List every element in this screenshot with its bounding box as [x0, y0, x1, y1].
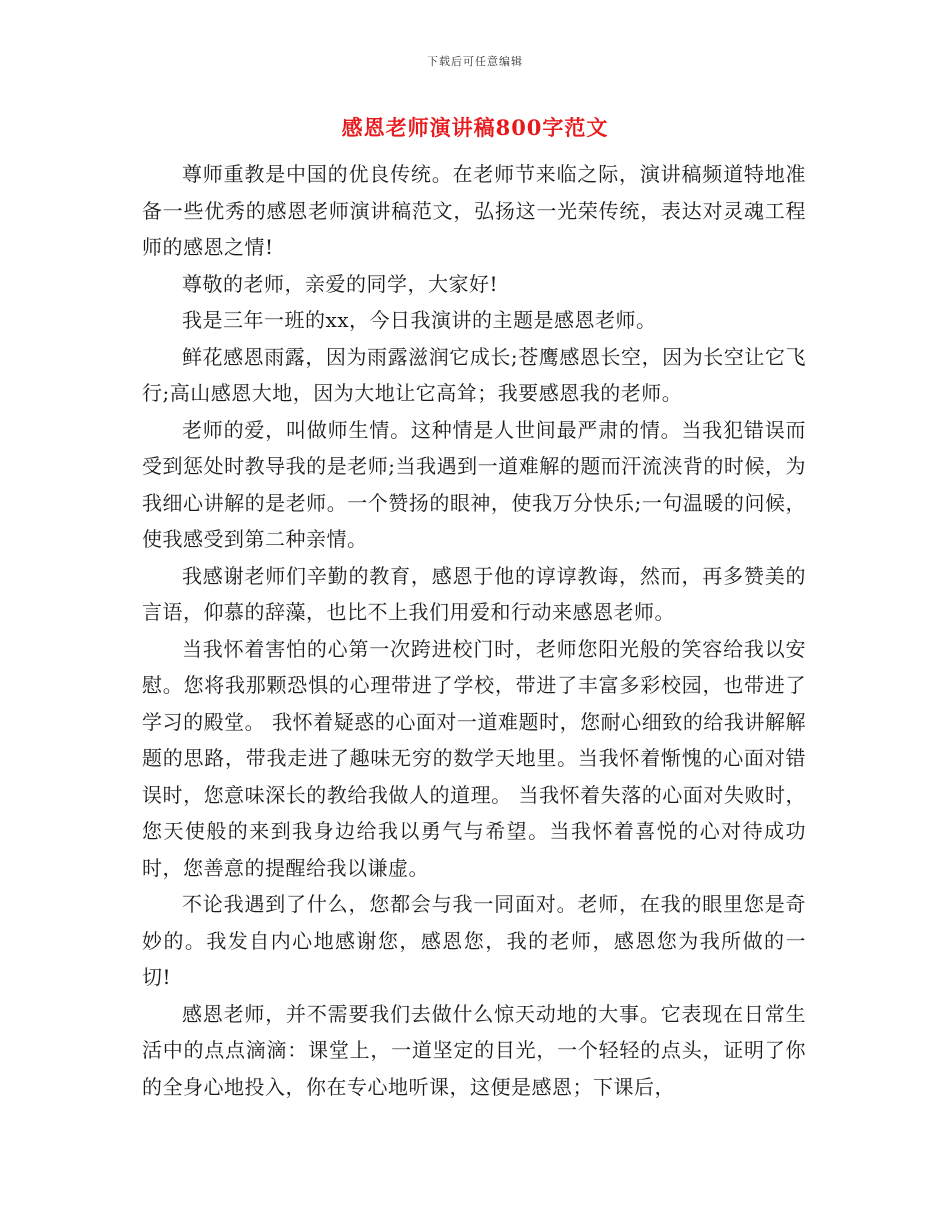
paragraph-daily-gratitude: 感恩老师，并不需要我们去做什么惊天动地的大事。它表现在日常生活中的点点滴滴：课堂上，一道坚定的目光，一个轻轻的点头，证明了你的全身心地投入，你在专心地听课，这便是感恩；下课后， — [142, 1001, 806, 1099]
paragraph-self-intro: 我是三年一班的xx，今日我演讲的主题是感恩老师。 — [182, 308, 657, 332]
document-title: 感恩老师演讲稿800字范文 — [341, 115, 609, 140]
paragraph-together: 不论我遇到了什么，您都会与我一同面对。老师，在我的眼里您是奇妙的。我发自内心地感谢您，感恩您，我的老师，感恩您为我所做的一切! — [142, 892, 806, 989]
header-note: 下载后可任意编辑 — [427, 55, 523, 68]
document-body — [142, 156, 806, 1105]
paragraph-metaphor: 鲜花感恩雨露，因为雨露滋润它成长;苍鹰感恩长空，因为长空让它飞行;高山感恩大地，因为大地让它高耸；我要感恩我的老师。 — [142, 344, 806, 405]
paragraph-memories: 当我怀着害怕的心第一次跨进校门时，老师您阳光般的笑容给我以安慰。您将我那颗恐惧的心理带进了学校，带进了丰富多彩校园，也带进了学习的殿堂。 我怀着疑惑的心面对一道难题时，您耐心细致的给我讲解解题的思路，带我走进了趣味无穷的数学天地里。当我怀着惭愧的心面对错误时，您意味深长的教给我做人的道理。 当我怀着失落的心面对失败时，您天使般的来到我身边给我以勇气与希望。当我怀着喜悦的心对待成功时，您善意的提醒给我以谦虚。 — [142, 636, 806, 880]
paragraph-gratitude: 我感谢老师们辛勤的教育，感恩于他的谆谆教诲，然而，再多赞美的言语，仰慕的辞藻，也比不上我们用爱和行动来感恩老师。 — [142, 563, 806, 624]
paragraph-intro: 尊师重教是中国的优良传统。在老师节来临之际，演讲稿频道特地准备一些优秀的感恩老师演讲稿范文，弘扬这一光荣传统，表达对灵魂工程师的感恩之情! — [142, 162, 806, 259]
paragraph-greeting: 尊敬的老师，亲爱的同学，大家好! — [182, 271, 499, 296]
paragraph-teacher-love: 老师的爱，叫做师生情。这种情是人世间最严肃的情。当我犯错误而受到惩处时教导我的是老师;当我遇到一道难解的题而汗流浃背的时候，为我细心讲解的是老师。一个赞扬的眼神，使我万分快乐;一句温暖的问候，使我感受到第二种亲情。 — [142, 417, 806, 551]
